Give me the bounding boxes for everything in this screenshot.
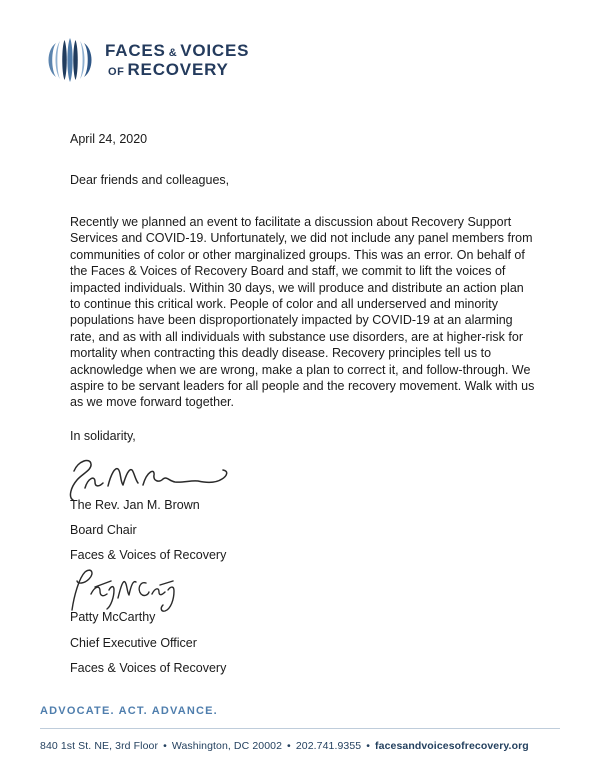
letter-date: April 24, 2020 bbox=[70, 132, 148, 146]
footer-street: 840 1st St. NE, 3rd Floor bbox=[40, 740, 159, 752]
signer-1-name: The Rev. Jan M. Brown bbox=[70, 498, 200, 512]
signer-1-title: Board Chair bbox=[70, 523, 137, 537]
signer-2-title: Chief Executive Officer bbox=[70, 636, 197, 650]
letter-closing: In solidarity, bbox=[70, 429, 136, 443]
footer-separator: • bbox=[366, 740, 371, 752]
footer-separator: • bbox=[163, 740, 167, 752]
footer-phone: 202.741.9355 bbox=[295, 740, 362, 752]
footer-divider bbox=[40, 728, 560, 729]
org-logo-text bbox=[105, 42, 249, 78]
signer-1-org: Faces & Voices of Recovery bbox=[70, 548, 227, 562]
soundwaves-icon bbox=[44, 36, 96, 84]
org-logo bbox=[44, 36, 249, 84]
logo-word-voices: VOICES bbox=[180, 41, 250, 60]
footer-tagline: ADVOCATE. ACT. ADVANCE. bbox=[40, 705, 218, 717]
signature-patty-mccarthy bbox=[64, 566, 186, 614]
signer-2-name: Patty McCarthy bbox=[70, 610, 156, 624]
signature-jan-m-brown bbox=[64, 455, 232, 501]
footer-address-line bbox=[40, 740, 529, 752]
logo-word-faces: FACES bbox=[105, 41, 166, 60]
footer-separator: • bbox=[287, 740, 291, 752]
logo-word-recovery: RECOVERY bbox=[127, 60, 229, 79]
signer-2-org: Faces & Voices of Recovery bbox=[70, 661, 227, 675]
logo-word-of: OF bbox=[108, 66, 125, 78]
letter-body: Recently we planned an event to facilitate a discussion about Recovery Support Services and COVID-19. Unfortunately, we did not include any panel members from communities of color or other marginalized groups. This was an error. On behalf of the Faces & Voices of Recovery Board and staff, we commit to lift the voices of impacted individuals. Within 30 days, we will produce and distribute an action plan to continue this critical work. People of color and all underserved and minority populations have been disproportionately impacted by COVID-19 at an alarming rate, and as with all individuals with substance use disorders, are at higher-risk for mortality when contracting this deadly disease. Recovery principles tell us to acknowledge when we are wrong, make a plan to correct it, and follow-through. We aspire to be servant leaders for all people and the recovery movement. Walk with us as we move forward together. bbox=[70, 215, 535, 410]
logo-ampersand: & bbox=[168, 47, 178, 59]
letter-salutation: Dear friends and colleagues, bbox=[70, 173, 230, 187]
footer-website: facesandvoicesofrecovery.org bbox=[375, 740, 529, 752]
footer-city: Washington, DC 20002 bbox=[171, 740, 283, 752]
